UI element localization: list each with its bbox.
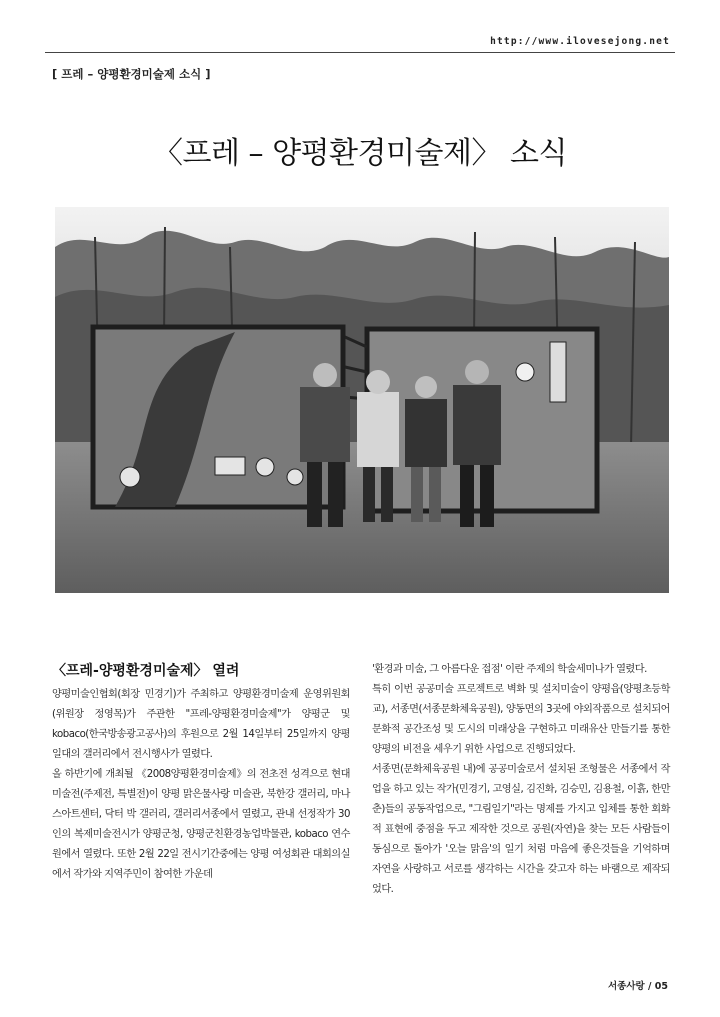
header-rule xyxy=(45,52,675,53)
paragraph: 양평미술인협회(회장 민경기)가 주최하고 양평환경미술제 운영위원회(위원장 정영목)가 주관한 "프레-양평환경미술제"가 양평군 및 kobaco(한국방송광고공사)의 후원으로 2월 14일부터 25일까지 양평일대의 갤러리에서 전시행사가 열렸다. xyxy=(52,689,350,760)
site-url: http://www.ilovesejong.net xyxy=(490,36,670,47)
paragraph: 서종면(문화체육공원 내)에 공공미술로서 설치된 조형물은 서종에서 작업을 하고 있는 작가(민경기, 고영실, 김진화, 김승민, 김용철, 이흙, 한만춘)들의 공동작업으로, "그림일기"라는 명제를 가지고 입체를 통한 회화적 표현에 중점을 두고 제작한 것으로 공원(자연)을 찾는 모든 사람들이 동심으로 돌아가 '오늘 맑음'의 일기 처럼 마음에 좋은것들을 기억하며 자연을 사랑하고 서로를 생각하는 시간을 갖고자 하는 바램으로 제작되었다. xyxy=(372,764,670,895)
article-photo xyxy=(55,207,669,593)
article-subhead: 〈프레-양평환경미술제〉 열려 xyxy=(52,663,240,679)
article-title: 〈프레 – 양평환경미술제〉 소식 xyxy=(153,136,567,172)
article-column-left xyxy=(52,685,350,885)
section-label: [ 프레 – 양평환경미술제 소식 ] xyxy=(52,67,211,81)
paragraph: 특히 이번 공공미술 프로젝트로 벽화 및 설치미술이 양평읍(양평초등학교), 서종면(서종문화체육공원), 양동면의 3곳에 야외작품으로 설치되어 문화적 공간조성 및 도시의 미래상을 구현하고 미래유산 만들기를 통한 양평의 비전을 세우기 위한 사업으로 진행되었다. xyxy=(372,684,670,755)
page-footer: 서종사랑 / 05 xyxy=(607,981,668,992)
paragraph: 올 하반기에 개최될 《2008양평환경미술제》의 전초전 성격으로 현대미술전(주제전, 특별전)이 양평 맑은물사랑 미술관, 북한강 갤러리, 마나스아트센터, 닥터 박 갤러리, 갤러리서종에서 열렸고, 관내 선정작가 30인의 복제미술전시가 양평군청, 양평군친환경농업박물관, kobaco 연수원에서 열렸다. 또한 2월 22일 전시기간중에는 양평 여성회관 대회의실에서 작가와 지역주민이 참여한 가운데 xyxy=(52,769,350,880)
paragraph: '환경과 미술, 그 아름다운 접점' 이란 주제의 학술세미나가 열렸다. xyxy=(372,664,647,675)
article-column-right xyxy=(372,660,670,900)
